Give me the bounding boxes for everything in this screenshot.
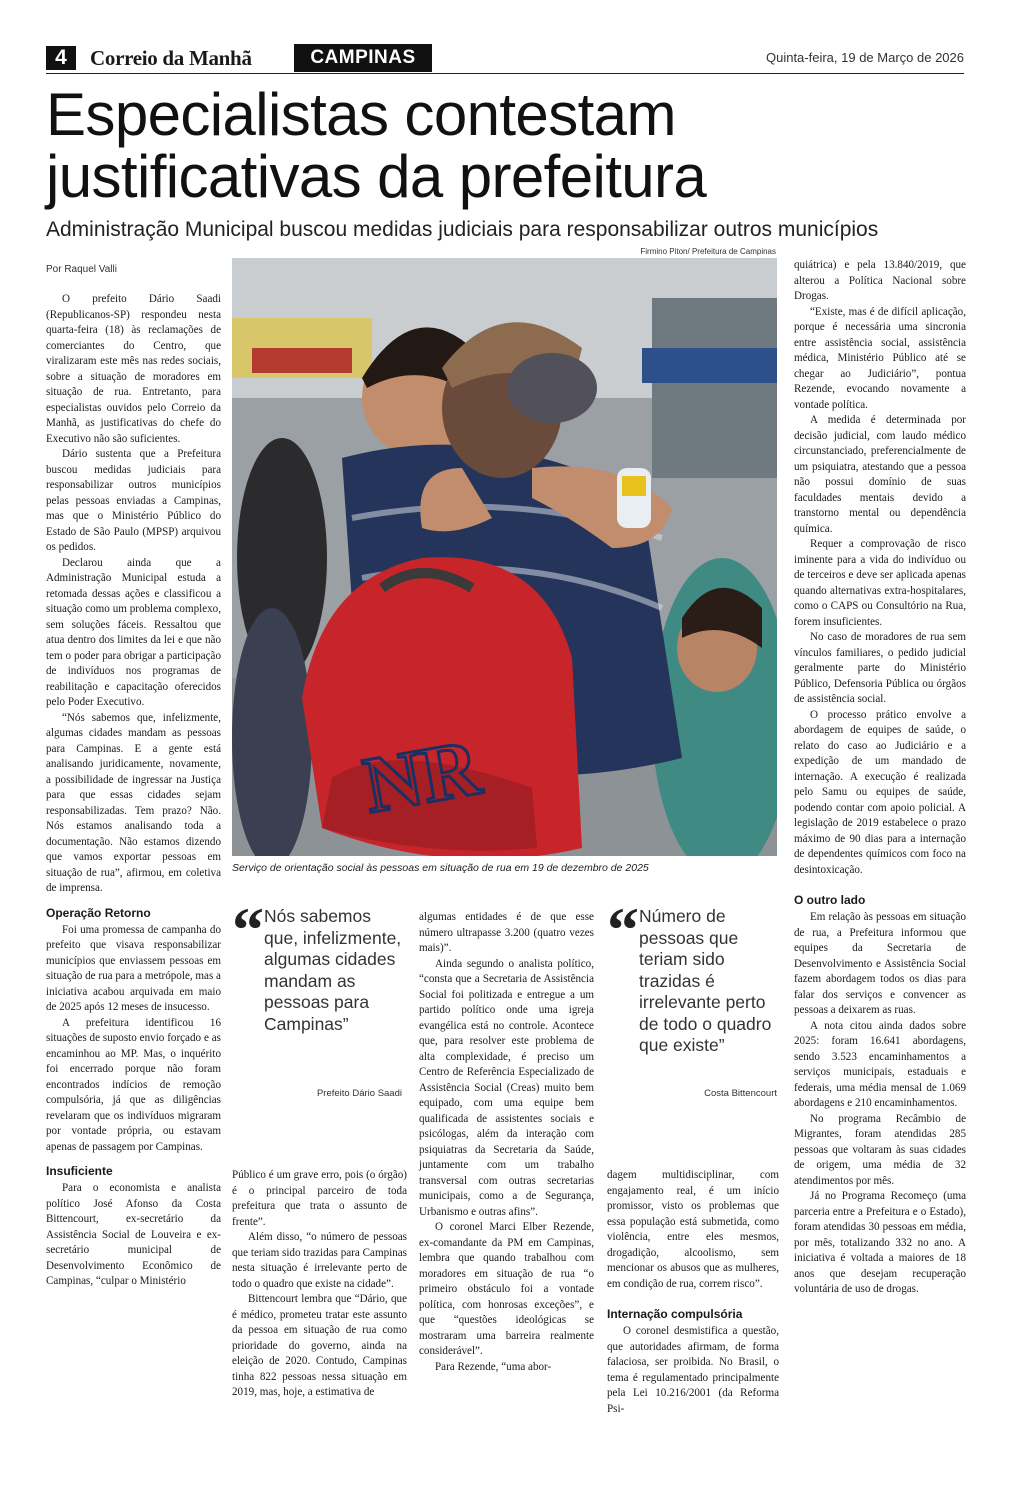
paragraph: Público é um grave erro, pois (o órgão) é o principal parceiro de toda prefeitura que trata o assunto de frente”.	[232, 1169, 407, 1228]
page-number: 4	[46, 46, 76, 70]
paragraph: Requer a comprovação de risco iminente para a vida do indivíduo ou de terceiros e deve ser aplicada apenas quando alternativas extra-hospitalares, como o CAPS ou Consultório na Rua, forem insuficientes.	[794, 538, 966, 628]
paragraph: dagem multidisciplinar, com engajamento real, é um início promissor, visto os problemas que essa população está submetida, como violência, entre eles mesmos, drogadição, alcoolismo, sem mencionar os abusos que as mulheres, em condição de rua, correm risco”.	[607, 1169, 779, 1290]
paragraph: Além disso, “o número de pessoas que teriam sido trazidas para Campinas nesta situação é irrelevante perto de todo o quadro que existe na cidade”.	[232, 1231, 407, 1290]
paragraph: A prefeitura identificou 16 situações de suposto envio forçado e as encaminhou ao MP. Mas, o inquérito foi encerrado porque não foram encontrados indícios de remoção compulsória, já que as diligências revelaram que os indivíduos migraram por vontade própria, ou estavam apenas de passagem por Campinas.	[46, 1016, 221, 1153]
subheading-insuficiente: Insuficiente	[46, 1164, 113, 1178]
paragraph: Em relação às pessoas em situação de rua, a Prefeitura informou que equipes da Secretaria de Desenvolvimento e Assistência Social fazem abordagem todos os dias para falar dos serviços e convencer as pessoas a deixarem as ruas.	[794, 911, 966, 1016]
article-column-3	[419, 910, 594, 1375]
article-column-4	[607, 1168, 779, 1417]
paragraph: “Nós sabemos que, infelizmente, algumas cidades mandam as pessoas para Campinas. E a gente está analisando juridicamente, novamente, a possibilidade de ingressar na Justiça para que essas cidades sejam responsabilizadas. Tem prazo? Não. Nós estamos analisando toda a documentação. Não estamos dizendo que vamos exportar pessoas em situação de rua”, afirmou, em coletiva de imprensa.	[46, 711, 221, 894]
pull-quote-author: Prefeito Dário Saadi	[316, 1088, 402, 1099]
paragraph: Para Rezende, “uma abor-	[435, 1360, 552, 1373]
hug-scene-illustration	[232, 258, 777, 856]
headline: Especialistas contestam justificativas da prefeitura	[46, 81, 707, 210]
paragraph: O coronel Marci Elber Rezende, ex-comandante da PM em Campinas, lembra que quando trabalhou com moradores em situação de rua “o primeiro obstáculo foi a vontade política, com honrosas exceções”, e que “questões ideológicas se mostraram uma barreira realmente considerável”.	[419, 1221, 594, 1357]
backpack-logo: NR	[357, 723, 487, 831]
subheading-internacao-compulsoria: Internação compulsória	[607, 1307, 743, 1321]
article-photo	[232, 258, 777, 856]
article-column-5	[794, 258, 966, 1298]
paragraph: Foi uma promessa de campanha do prefeito que visava responsabilizar municípios que enviassem pessoas em situação de rua para a metrópole, mas a iniciativa acabou arquivada em maio de 2025 após 12 meses de insucesso.	[46, 923, 221, 1013]
article-column-1	[46, 292, 221, 1290]
paragraph: Dário sustenta que a Prefeitura buscou medidas judiciais para responsabilizar outros municípios pelas pessoas enviadas a Campinas, mas que o Ministério Público do Estado de São Paulo (MPSP) arquivou os pedidos.	[46, 448, 221, 553]
paragraph: quiátrica) e pela 13.840/2019, que alterou a Política Nacional sobre Drogas.	[794, 259, 966, 302]
photo-credit: Firmino Piton/ Prefeitura de Campinas	[640, 247, 776, 256]
quote-mark-icon: “	[232, 894, 264, 965]
paragraph: A medida é determinada por decisão judicial, com laudo médico circunstanciado, preferencialmente de um psiquiatra, atestando que a pessoa não possui domínio de suas faculdades mentais devido a transtorno mental ou dependência química.	[794, 414, 966, 535]
date-line: Quinta-feira, 19 de Março de 2026	[765, 50, 964, 65]
paragraph: Declarou ainda que a Administração Municipal estuda a retomada dessas ações e classificou a situação como um problema complexo, sem soluções fáceis. Ressaltou que atua dentro dos limites da lei e que não tem o poder para obrigar a participação de indivíduos nos programas de reabilitação e capacitação oferecidos pelo Poder Executivo.	[46, 556, 221, 708]
subheading-o-outro-lado: O outro lado	[794, 893, 866, 907]
paragraph: O processo prático envolve a abordagem de equipes de saúde, o relato do caso ao Judiciário e a expedição de um mandado de internação. A execução é realizada pelo Samu ou equipes de saúde, podendo contar com apoio policial. A legislação de 2019 estabelece o prazo máximo de 90 dias para a internação de dependentes químicos com foco na desintoxicação.	[794, 708, 966, 876]
paragraph: O coronel desmistifica a questão, que autoridades afirmam, de forma falaciosa, ser proibida. No Brasil, o tema é regulamentado principalmente pela Lei 10.216/2001 (da Reforma Psi-	[607, 1325, 779, 1415]
paragraph: Já no Programa Recomeço (uma parceria entre a Prefeitura e o Estado), foram atendidas 30 pessoas em média, por mês, totalizando 332 no ano. A iniciativa é voltada a maiores de 18 anos que desejam recuperação voluntária de uso de drogas.	[794, 1190, 966, 1295]
photo-caption: Serviço de orientação social às pessoas em situação de rua em 19 de dezembro de 2025	[232, 862, 649, 874]
header-rule	[46, 73, 964, 74]
byline: Por Raquel Valli	[46, 264, 117, 275]
paragraph: No caso de moradores de rua sem vínculos familiares, o pedido judicial geralmente parte do Ministério Público, Defensoria Pública ou órgãos de assistência social.	[794, 631, 966, 705]
pull-quote-text: Nós sabemos que, infelizmente, algumas cidades mandam as pessoas para Campinas”	[264, 906, 402, 1034]
quote-mark-icon: “	[607, 894, 639, 965]
article-column-2	[232, 1168, 407, 1401]
paragraph: O prefeito Dário Saadi (Republicanos-SP) respondeu nesta quarta-feira (18) às reclamações de comerciantes do Centro, que viralizaram este mês nas redes sociais, sobre a situação de moradores em situação de rua. Entretanto, para especialistas ouvidos pelo Correio da Manhã, as justificativas do chefe do Executivo não são suficientes.	[46, 293, 221, 445]
paragraph: Ainda segundo o analista político, “consta que a Secretaria de Assistência Social foi politizada e entregue a um partido político onde uma igreja evangélica está no controle. Acontece que, para resolver este problema de alta complexidade, é preciso um Centro de Referência Especializado de Assistência Social (Creas) muito bem equipado, com uma equipe bem qualificada de assistentes sociais e psicólogas, além da interação com psiquiatras da Secretaria da Saúde, juntamente com um trabalho transversal com outras secretarias municipais, como a de Segurança, Urbanismo e outras afins”.	[419, 957, 594, 1218]
pull-quote-text: Número de pessoas que teriam sido trazidas é irrelevante perto de todo o quadro que existe”	[639, 906, 772, 1055]
paragraph: Para o economista e analista político José Afonso da Costa Bittencourt, ex-secretário da Assistência Social de Louveira e ex-secretário municipal de Desenvolvimento Econômico de Campinas, “culpar o Ministério	[46, 1182, 221, 1287]
paragraph: No programa Recâmbio de Migrantes, foram atendidas 285 pessoas que voltaram às suas cidades de origem, uma média de 32 atendimentos por mês.	[794, 1112, 966, 1187]
section-label: CAMPINAS	[294, 44, 432, 72]
pull-quote-author: Costa Bittencourt	[704, 1088, 777, 1099]
subheading-operacao-retorno: Operação Retorno	[46, 905, 151, 920]
paragraph: Bittencourt lembra que “Dário, que é médico, prometeu tratar este assunto da pessoa em situação de rua como prioridade do governo, ainda na eleição de 2020. Contudo, Campinas tinha 822 pessoas nessa situação em 2019, mas, hoje, a estimativa de	[232, 1293, 407, 1398]
paragraph: A nota citou ainda dados sobre 2025: foram 16.641 abordagens, sendo 3.523 encaminhamentos a serviços municipais, estaduais e federais, uma média mensal de 1.069 abordagens e 210 encaminhamentos.	[794, 1019, 966, 1109]
paragraph: algumas entidades é de que esse número ultrapasse 3.200 (quatro vezes mais)”.	[419, 911, 594, 954]
masthead: Correio da Manhã	[90, 46, 252, 70]
subheadline: Administração Municipal buscou medidas judiciais para responsabilizar outros municípios	[46, 218, 879, 241]
paragraph: “Existe, mas é de difícil aplicação, porque é necessária uma sincronia entre assistência social, assistência médica, Ministério Público até se chegar ao Judiciário”, pontua Rezende, evocando novamente a vontade política.	[794, 305, 966, 411]
